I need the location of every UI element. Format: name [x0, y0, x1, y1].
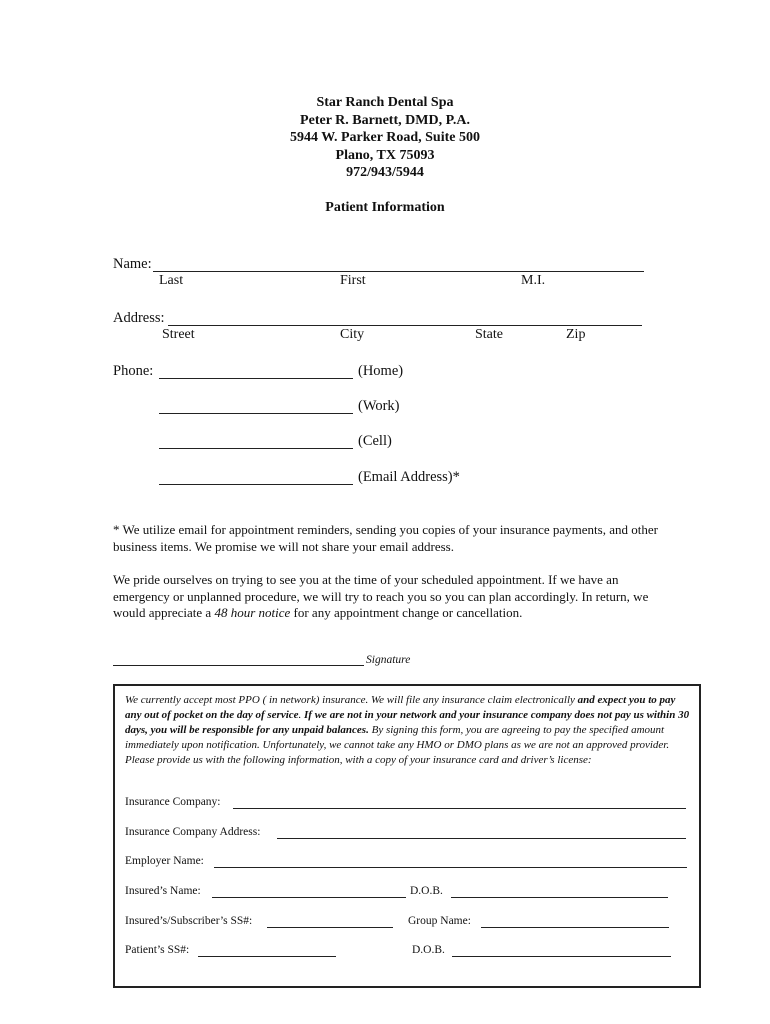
insurance-company-label: Insurance Company:	[125, 796, 221, 808]
insured-name-label: Insured’s Name:	[125, 885, 201, 897]
patient-ss-label: Patient’s SS#:	[125, 944, 190, 956]
signature-label: Signature	[366, 654, 411, 666]
page-title: Patient Information	[325, 200, 445, 215]
cell-phone-caption: (Cell)	[358, 433, 392, 449]
policy-paragraph	[113, 572, 673, 622]
email-caption: (Email Address)*	[358, 469, 460, 485]
address-city-caption: City	[340, 327, 365, 342]
group-name-label: Group Name:	[408, 915, 471, 927]
subscriber-ss-label: Insured’s/Subscriber’s SS#:	[125, 915, 253, 927]
patient-ss-line[interactable]	[198, 956, 336, 957]
home-phone-line[interactable]	[159, 378, 353, 379]
insured-dob-line[interactable]	[451, 897, 668, 898]
practice-street: 5944 W. Parker Road, Suite 500	[290, 130, 480, 145]
email-line[interactable]	[159, 484, 353, 485]
practice-header	[0, 94, 770, 182]
doctor-name: Peter R. Barnett, DMD, P.A.	[300, 112, 470, 128]
insurance-company-line[interactable]	[233, 808, 686, 809]
employer-line[interactable]	[214, 867, 687, 868]
email-note: * We utilize email for appointment reminders, sending you copies of your insurance payments, and other business items. We promise we will not share your email address.	[113, 522, 658, 554]
address-zip-caption: Zip	[566, 327, 586, 342]
name-last-caption: Last	[159, 273, 184, 288]
insurance-box	[113, 684, 701, 988]
insurance-address-label: Insurance Company Address:	[125, 826, 261, 838]
address-street-caption: Street	[162, 327, 195, 342]
insurance-text-3: By signing this form, you are agreeing to pay the specified amount immediately upon notification. Unfortunately, we cannot take any HMO or DMO plans as we are not an approved provider. Please provide us with the following information, with a copy of your insurance card and driver’s license:	[125, 724, 670, 766]
insured-dob-label: D.O.B.	[410, 885, 443, 897]
insurance-disclaimer	[125, 693, 691, 768]
policy-text-1: We pride ourselves on trying to see you at the time of your scheduled appointment. If we have an emergency or unplanned procedure, we will try to reach you so you can plan accordingly. In return, we would appreciate a	[113, 572, 649, 620]
policy-text-2: for any appointment change or cancellation.	[290, 605, 523, 620]
work-phone-caption: (Work)	[358, 398, 400, 414]
insurance-bold-1: and expect you to pay any out of pocket on the day of service	[125, 694, 676, 721]
policy-emphasis: 48 hour notice	[214, 605, 291, 620]
patient-dob-label: D.O.B.	[412, 944, 445, 956]
phone-label: Phone:	[113, 363, 154, 379]
group-name-line[interactable]	[481, 927, 669, 928]
name-mi-caption: M.I.	[521, 273, 546, 288]
insurance-text-1: We currently accept most PPO ( in network) insurance. We will file any insurance claim electronically	[125, 694, 578, 706]
name-first-caption: First	[340, 273, 366, 288]
home-phone-caption: (Home)	[358, 363, 404, 379]
address-input-line[interactable]	[168, 325, 642, 326]
insurance-bold-2: If we are not in your network and your insurance company does not pay us within 30 days, you will be responsible for any unpaid balances.	[125, 709, 690, 736]
address-label: Address:	[113, 310, 165, 326]
insurance-text-2: .	[298, 709, 305, 721]
practice-name: Star Ranch Dental Spa	[316, 95, 454, 110]
address-state-caption: State	[475, 327, 503, 342]
cell-phone-line[interactable]	[159, 448, 353, 449]
employer-label: Employer Name:	[125, 855, 204, 867]
practice-city: Plano, TX 75093	[335, 147, 435, 163]
patient-dob-line[interactable]	[452, 956, 671, 957]
signature-line[interactable]	[113, 665, 364, 666]
name-input-line[interactable]	[153, 271, 644, 272]
insured-name-line[interactable]	[212, 897, 406, 898]
subscriber-ss-line[interactable]	[267, 927, 393, 928]
insurance-address-line[interactable]	[277, 838, 686, 839]
work-phone-line[interactable]	[159, 413, 353, 414]
name-label: Name:	[113, 256, 152, 272]
practice-phone: 972/943/5944	[346, 165, 424, 180]
